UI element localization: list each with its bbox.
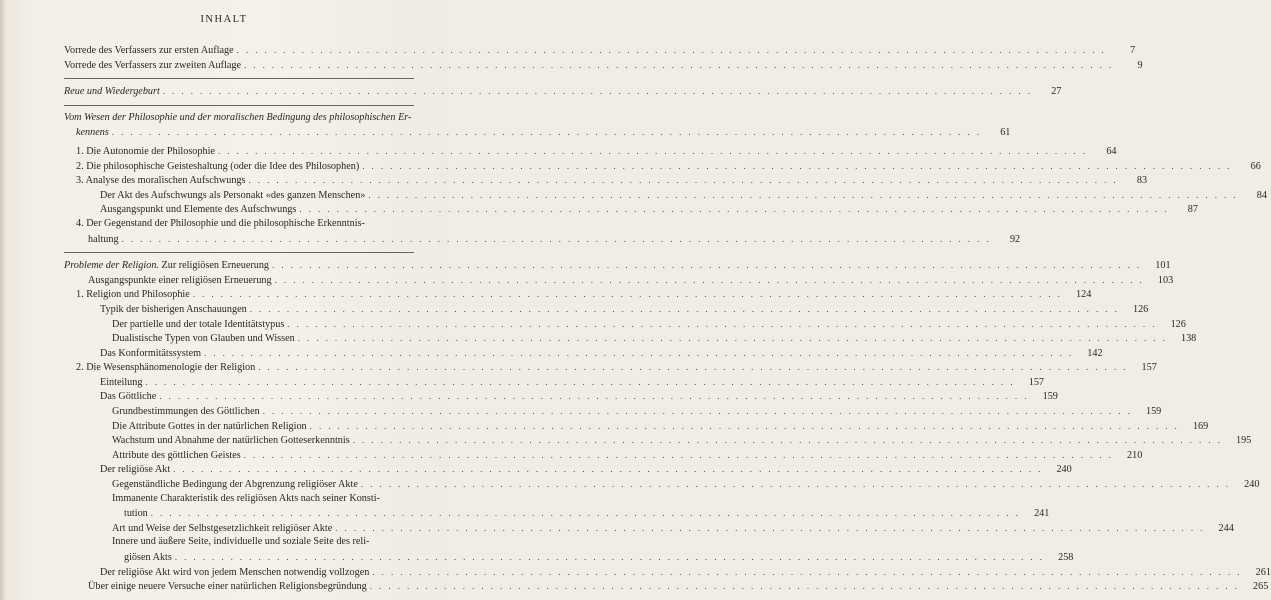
page-gutter [0,0,6,600]
toc-entry [64,144,1117,159]
toc-entry-text: Die Attribute Gottes in der natürlichen Religion [112,420,307,432]
leader-dots [215,144,1091,159]
leader-dots [170,462,1046,477]
leader-dots [284,317,1160,332]
leader-dots [241,448,1117,463]
toc-page-number: 64 [1106,145,1117,157]
toc-page-number: 27 [1051,86,1062,98]
toc-page-number: 92 [1009,233,1021,245]
toc-entry-text: Der religiöse Akt [100,464,171,476]
toc-entry [64,331,1197,346]
toc-entry-line: Immanente Charakteristik des religiösen Akts nach seiner Konsti- [112,492,380,504]
toc-entry-text: tution [124,508,148,520]
toc-entry-text: Dualistische Typen von Glauben und Wissen [112,333,295,345]
toc-page-number: 195 [1235,435,1252,447]
leader-dots [172,550,1048,565]
toc-entry-text: 3. Analyse des moralischen Aufschwungs [76,175,246,187]
toc-entry [64,287,1092,302]
toc-page-number: 157 [1141,362,1157,374]
toc-entry [64,448,1143,463]
toc-entry [64,433,1252,448]
toc-entry-text: Der Akt des Aufschwungs als Personakt «des ganzen Menschen» [100,189,366,201]
toc-entry-text: Ausgangspunkte einer religiösen Erneuerung [88,274,272,286]
leader-dots [241,58,1117,73]
toc-page-number: 87 [1187,204,1198,216]
toc-entry [64,462,1072,477]
leader-dots [269,258,1145,273]
toc-entry [64,125,1011,140]
toc-page-number: 258 [1058,552,1074,563]
toc-entry-line: Innere und äußere Seite, individuelle und soziale Seite des reli- [112,536,370,548]
leader-dots [148,506,1024,521]
leader-dots [245,173,1121,188]
toc-entry-text: Der religiöse Akt wird von jedem Menschen notwendig vollzogen [100,566,370,578]
toc-entry [64,477,1260,492]
leader-dots [307,419,1183,434]
toc-entry [64,84,1062,99]
section-divider [64,105,414,106]
leader-dots [234,43,1110,58]
toc-page-number: 241 [1034,508,1050,520]
toc-entry-text: 2. Die philosophische Geisteshaltung (oder die Idee des Philosophen) [76,160,360,172]
toc-entry-text: giösen Akts [124,552,172,563]
toc-entry-text: Vorrede des Verfassers zur ersten Auflage [64,45,234,56]
leader-dots [119,232,995,247]
leader-dots [369,565,1245,580]
toc-page-number: 142 [1087,347,1103,359]
toc-entry-text: kennens [76,127,109,139]
toc-page-number: 61 [1000,127,1011,139]
toc-entry-text: Wachstum und Abnahme der natürlichen Gotteserkenntnis [112,435,350,447]
toc-entry-text: Typik der bisherigen Anschauungen [100,303,247,315]
toc-page-number: 7 [1130,45,1136,56]
toc-entry-subtitle: Zur religiösen Erneuerung [158,260,270,272]
toc-page-number: 265 [1253,581,1269,593]
toc-page-number: 9 [1137,59,1143,71]
toc-page-number: 126 [1170,318,1186,330]
toc-page-number: 240 [1056,464,1072,476]
leader-dots [350,433,1226,448]
toc-entry-text: haltung [88,233,119,245]
toc-entry [64,506,1050,521]
toc-entry-line: 4. Der Gegenstand der Philosophie und die philosophische Erkenntnis- [76,217,365,229]
toc-page-number: 101 [1155,260,1171,272]
leader-dots [358,477,1234,492]
leader-dots [367,579,1243,594]
leader-dots [359,159,1235,174]
toc-page-number: 240 [1244,479,1260,491]
toc-entry-text: Das Göttliche [100,391,157,403]
section-divider [64,252,414,253]
toc-entry [64,375,1045,390]
toc-entry [64,404,1162,419]
toc-page-number: 210 [1127,449,1143,461]
leader-dots [160,84,1036,99]
leader-dots [295,331,1171,346]
leader-dots [296,202,1172,217]
toc-entry [64,43,1136,58]
toc-entry-text: Ausgangspunkt und Elemente des Aufschwungs [100,204,297,216]
leader-dots [156,389,1032,404]
leader-dots [272,273,1148,288]
toc-entry-text: Der partielle und der totale Identitätstypus [112,318,285,330]
toc-entry-text: Reue und Wiedergeburt [64,86,160,98]
toc-entry [64,202,1198,217]
toc-entry [64,258,1171,273]
leader-dots [247,302,1123,317]
toc-entry [64,173,1148,188]
toc-page-number: 138 [1180,333,1197,345]
toc-page-number: 84 [1256,189,1267,201]
table-of-contents [64,43,1271,594]
toc-entry [64,58,1143,73]
page-title: INHALT [200,14,248,25]
toc-entry-line: Vom Wesen der Philosophie und der moralischen Bedingung des philosophischen Er- [64,111,412,123]
toc-page-number: 66 [1250,160,1261,172]
toc-entry-text: Einteilung [100,376,143,388]
toc-entry-text: Gegenständliche Bedingung der Abgrenzung religiöser Akte [112,479,358,491]
toc-entry [64,346,1103,361]
toc-page-number: 159 [1042,391,1058,403]
toc-page-number: 159 [1145,406,1162,418]
toc-entry [64,317,1186,332]
toc-entry [64,579,1269,594]
toc-entry [64,565,1271,580]
toc-entry [64,550,1074,565]
leader-dots [190,287,1066,302]
toc-entry-text: 2. Die Wesensphänomenologie der Religion [76,362,256,374]
toc-entry [64,159,1261,174]
leader-dots [260,404,1136,419]
toc-entry-title-italic: Probleme der Religion. [64,260,159,272]
leader-dots [201,346,1077,361]
toc-entry [64,521,1234,536]
toc-entry [64,302,1149,317]
leader-dots [332,521,1208,536]
toc-entry [64,360,1157,375]
toc-page-number: 103 [1157,274,1174,286]
toc-entry [64,273,1174,288]
toc-entry-text: Art und Weise der Selbstgesetzlichkeit religiöser Akte [112,522,333,534]
toc-page-number: 124 [1076,289,1092,301]
toc-entry-text [64,259,269,274]
toc-entry-text: Das Konformitätssystem [100,347,202,359]
section-divider [64,78,414,79]
leader-dots [142,375,1018,390]
toc-entry [64,419,1209,434]
toc-entry-text: 1. Die Autonomie der Philosophie [76,145,215,157]
toc-entry [64,232,1021,247]
toc-page-number: 169 [1192,420,1209,432]
toc-entry-text: Attribute des göttlichen Geistes [112,449,241,461]
toc-page-number: 261 [1255,566,1271,578]
toc-entry [64,389,1058,404]
leader-dots [365,188,1241,203]
toc-entry-text: Grundbestimmungen des Göttlichen [112,406,260,418]
toc-page-number: 83 [1136,175,1148,187]
toc-page-number: 157 [1028,376,1045,388]
leader-dots [109,125,985,140]
toc-entry-text: 1. Religion und Philosophie [76,289,190,301]
toc-entry-text: Vorrede des Verfassers zur zweiten Auflage [64,59,241,71]
toc-page-number: 244 [1218,522,1234,534]
toc-page-number: 126 [1132,303,1149,315]
toc-entry-text: Über einige neuere Versuche einer natürlichen Religionsbegründung [88,581,367,593]
leader-dots [255,360,1131,375]
toc-entry [64,188,1267,203]
